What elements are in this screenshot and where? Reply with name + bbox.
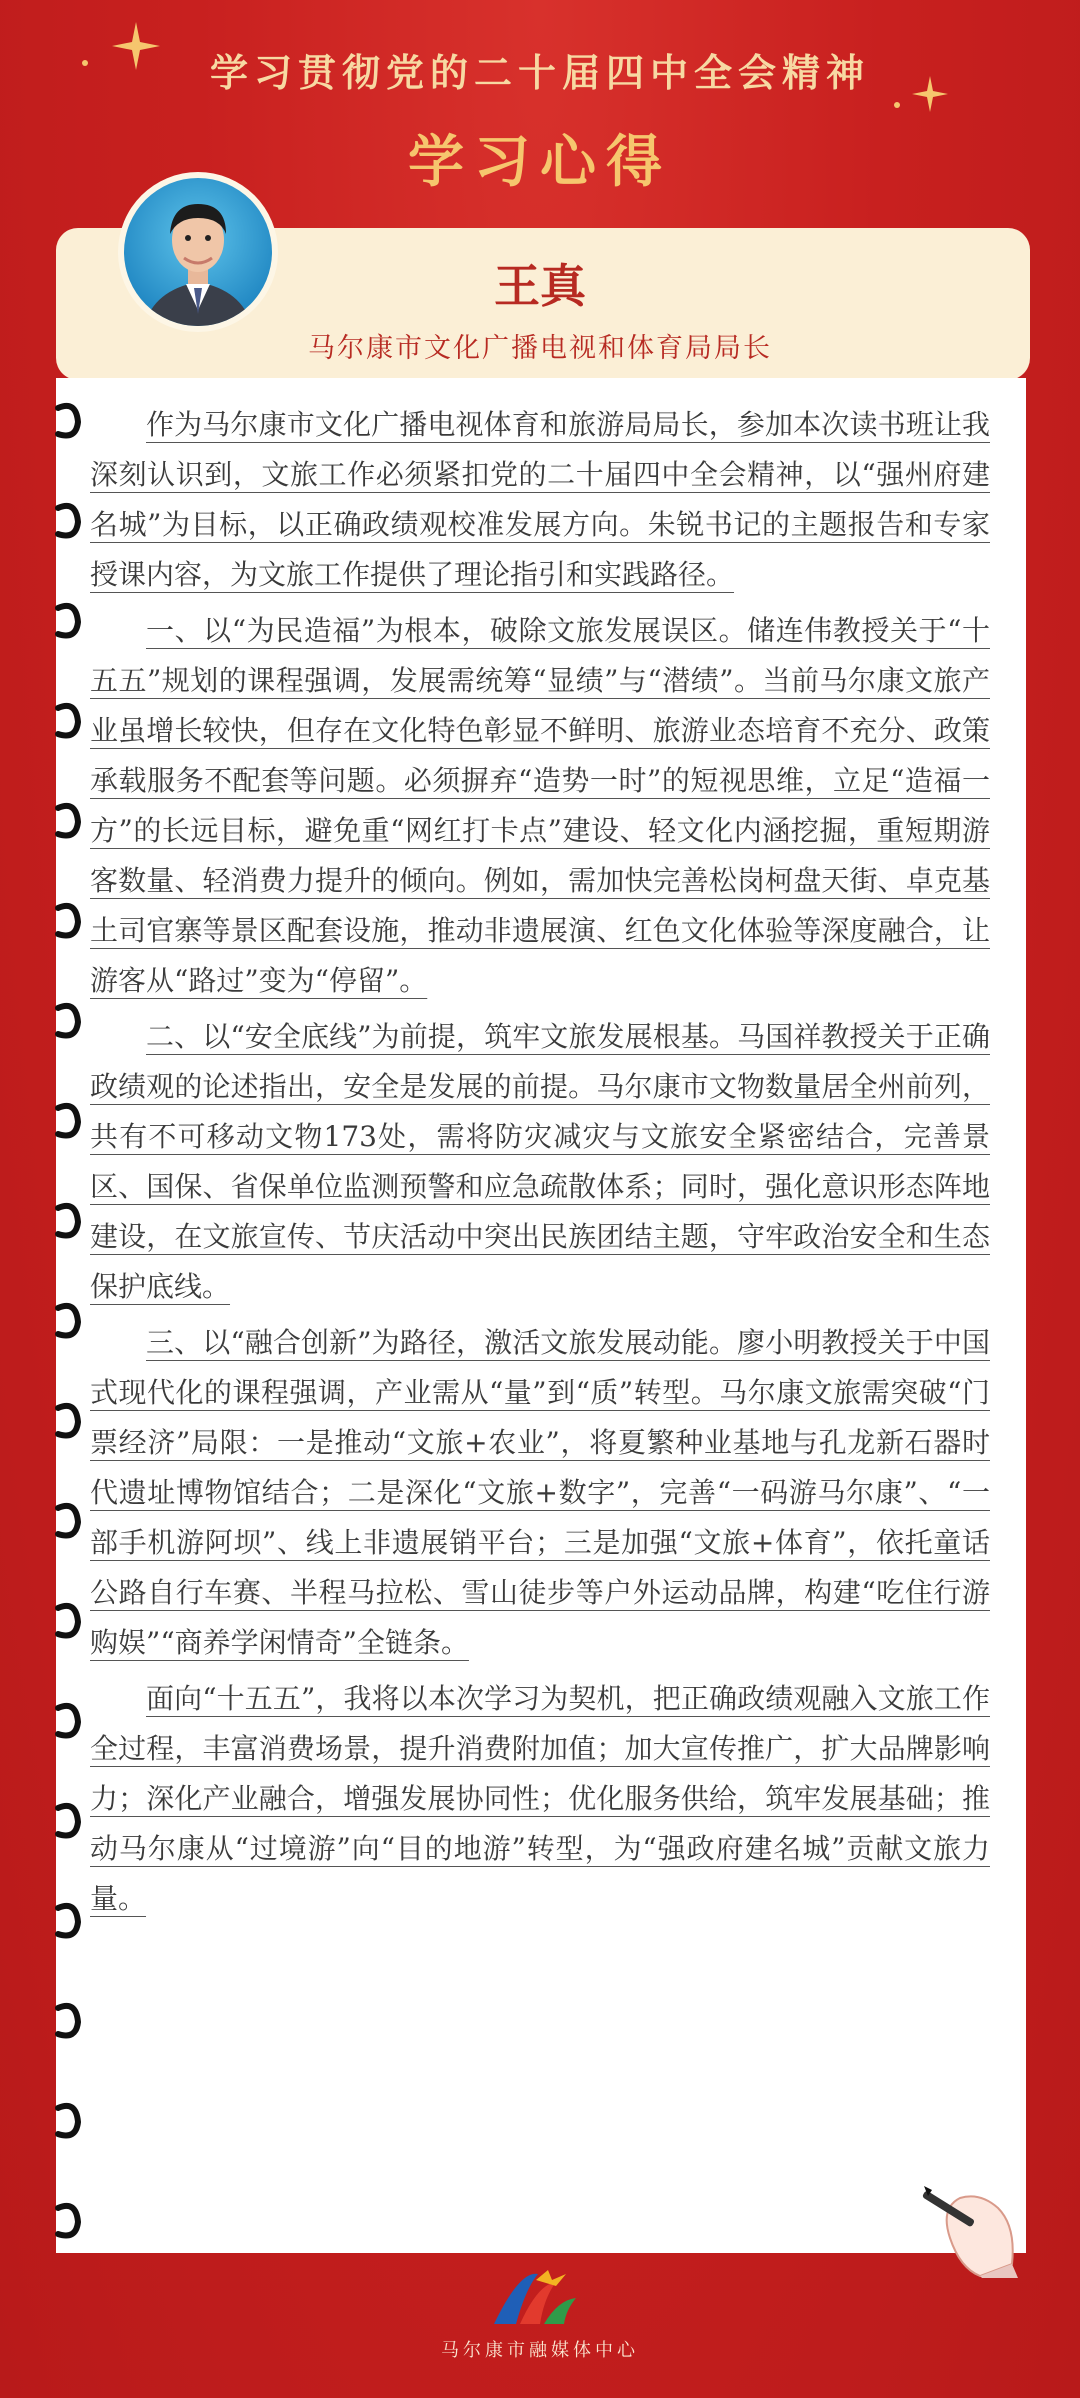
hand-pen-icon	[920, 2168, 1020, 2278]
person-title: 马尔康市文化广播电视和体育局局长	[308, 333, 772, 364]
header-title: 学习心得	[408, 129, 672, 195]
sparkle-dot-icon	[892, 100, 902, 110]
article-body	[90, 400, 990, 1924]
spiral-binding-icon	[44, 378, 84, 2253]
paragraph-2: 二、以“安全底线”为前提，筑牢文旅发展根基。马国祥教授关于正确政绩观的论述指出，安全是发展的前提。马尔康市文物数量居全州前列，共有不可移动文物173处，需将防灾减灾与文旅安全紧密结合，完善景区、国保、省保单位监测预警和应急疏散体系；同时，强化意识形态阵地建设，在文旅宣传、节庆活动中突出民族团结主题，守牢政治安全和生态保护底线。	[90, 1020, 990, 1303]
paragraph-intro: 作为马尔康市文化广播电视体育和旅游局局长，参加本次读书班让我深刻认识到，文旅工作必须紧扣党的二十届四中全会精神，以“强州府建名城”为目标，以正确政绩观校准发展方向。朱锐书记的主题报告和专家授课内容，为文旅工作提供了理论指引和实践路径。	[90, 408, 990, 591]
person-name: 王真	[494, 259, 586, 313]
paragraph-3: 三、以“融合创新”为路径，激活文旅发展动能。廖小明教授关于中国式现代化的课程强调，产业需从“量”到“质”转型。马尔康文旅需突破“门票经济”局限：一是推动“文旅+农业”，将夏繁种业基地与孔龙新石器时代遗址博物馆结合；二是深化“文旅+数字”，完善“一码游马尔康”、“一部手机游阿坝”、线上非遗展销平台；三是加强“文旅+体育”，依托童话公路自行车赛、半程马拉松、雪山徒步等户外运动品牌，构建“吃住行游购娱”“商养学闲情奇”全链条。	[90, 1326, 990, 1659]
footer-org: 马尔康市融媒体中心	[441, 2340, 639, 2361]
avatar	[118, 172, 278, 332]
paragraph-1: 一、以“为民造福”为根本，破除文旅发展误区。储连伟教授关于“十五五”规划的课程强调，发展需统筹“显绩”与“潜绩”。当前马尔康文旅产业虽增长较快，但存在文化特色彰显不鲜明、旅游业态培育不充分、政策承载服务不配套等问题。必须摒弃“造势一时”的短视思维，立足“造福一方”的长远目标，避免重“网红打卡点”建设、轻文化内涵挖掘，重短期游客数量、轻消费力提升的倾向。例如，需加快完善松岗柯盘天街、卓克基土司官寨等景区配套设施，推动非遗展演、红色文化体验等深度融合，让游客从“路过”变为“停留”。	[90, 614, 990, 997]
org-logo-icon	[486, 2264, 586, 2330]
paragraph-conclusion: 面向“十五五”，我将以本次学习为契机，把正确政绩观融入文旅工作全过程，丰富消费场景，提升消费附加值；加大宣传推广，扩大品牌影响力；深化产业融合，增强发展协同性；优化服务供给，筑牢发展基础；推动马尔康从“过境游”向“目的地游”转型，为“强政府建名城”贡献文旅力量。	[90, 1682, 990, 1915]
header-subtitle: 学习贯彻党的二十届四中全会精神	[209, 50, 870, 95]
